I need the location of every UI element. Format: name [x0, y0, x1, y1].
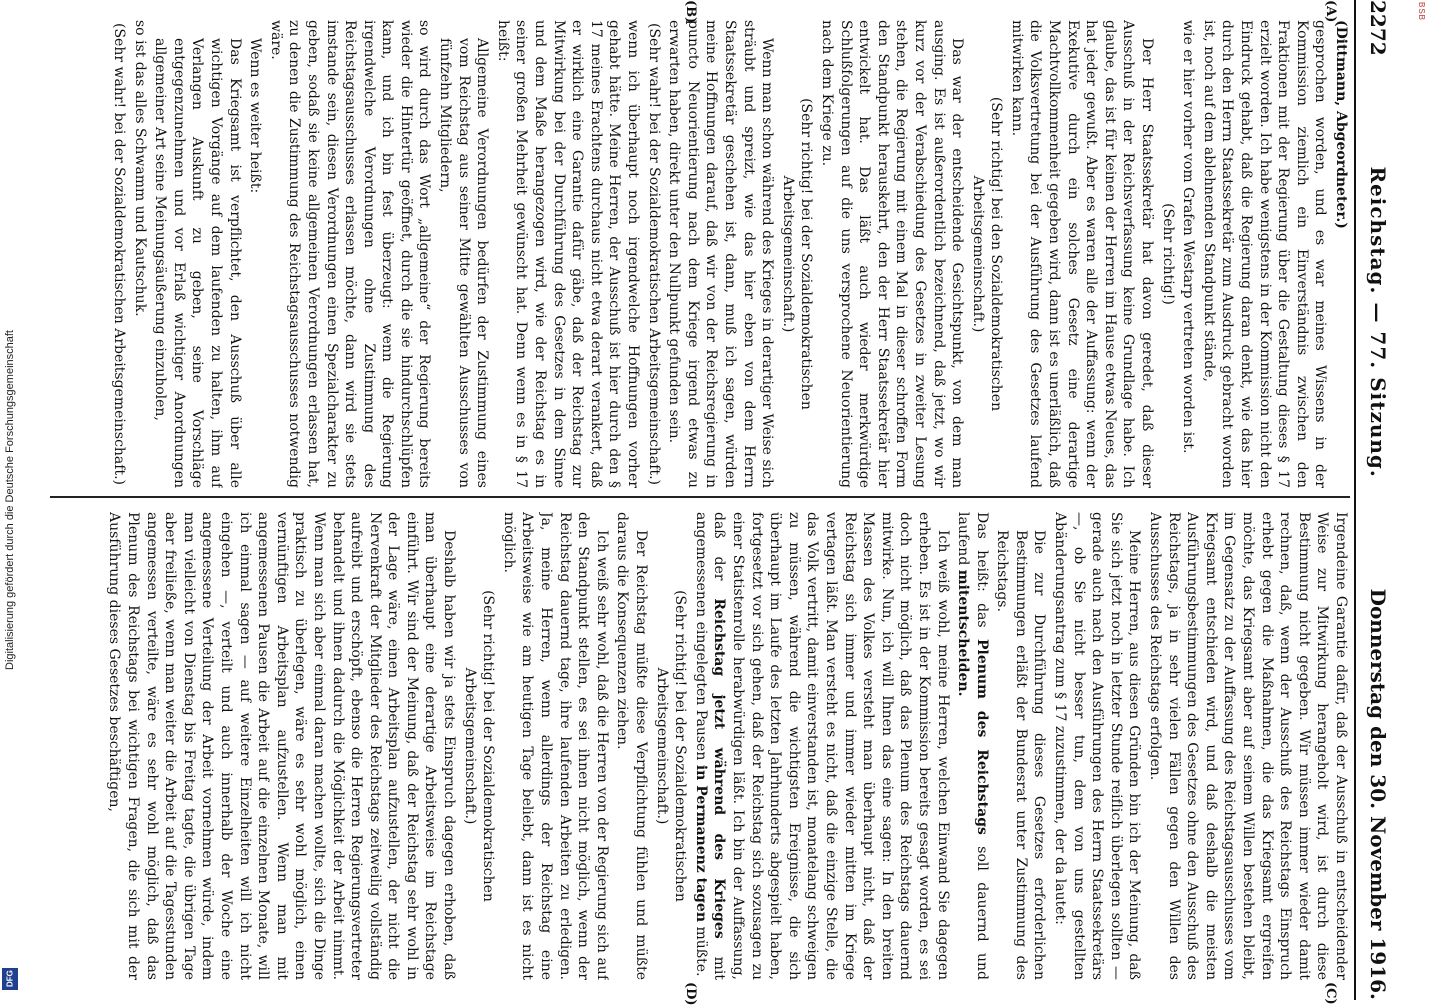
paragraph: Meine Herren, aus diesen Gründen bin ich der Meinung, daß Sie sich jetzt noch in letzter Stunde reiflich überlegen sollten — gerade auch nach den Ausführungen des Herrn Staatssekretärs —, ob Sie nicht besser tun, dem von uns gestellten Abänderungsantrag zum § 17 zuzustimmen, der da lautet: [1052, 512, 1143, 980]
scanned-page-area [28, 0, 1398, 1006]
quotation: Die zur Durchführung dieses Gesetzes erforderlichen Bestimmungen erläßt der Bundesrat unter Zustimmung des Reichstags. [994, 530, 1048, 980]
interjection: (Sehr wahr! bei der Sozialdemokratischen Arbeitsgemeinschaft.) [111, 23, 127, 485]
dfg-logo: DFG [2, 968, 18, 990]
interjection: (Sehr richtig! bei den Sozialdemokratischen Arbeitsgemeinschaft.) [969, 96, 1005, 412]
emphasis: mitentscheiden. [955, 569, 972, 697]
text-run: mit angemessenen eingelegten Pausen [692, 512, 728, 980]
funding-note: Digitalisierung gefördert durch die Deutsche Forschungsgemeinschaft [4, 330, 16, 670]
paragraph [954, 512, 991, 980]
paragraph [691, 512, 951, 980]
page-number: 2272 [1366, 0, 1390, 56]
column-divider [50, 496, 1350, 498]
interjection: (Sehr richtig! bei der Sozialdemokratischen Arbeitsgemeinschaft.) [461, 590, 497, 902]
paragraph: Wenn es weiter heißt: [247, 38, 264, 194]
quotation: Allgemeine Verordnungen bedürfen der Zustimmung eines vom Reichstag aus seiner Mitte gewählten Ausschusses von fünfzehn Mitgliedern, [437, 38, 491, 488]
text-run: Ich weiß wohl, meine Herren, welchen Einwand Sie dagegen erheben. Es ist in der Kommission bereits gesagt worden, es sei doch nicht möglich, daß das Plenum des Reichstags dauernd mitwirke. Nun, ich will Ihnen das eine sagen: In den breiten Massen des Volkes versteht man überhaupt nicht, daß der Reichstag sich immer und immer wieder mitten im Kriege vertagen läßt. Man versteht es nicht, daß die einzige Stelle, die das Volk vertritt, damit einverstanden ist, monatelang schweigen zu müssen, während die wichtigsten Ereignisse, die sich überhaupt im Laufe des letzten Jahrhunderts abgespielt haben, fortgesetzt vor sich gehen, daß der Reichstag sich sozusagen zu einer Statistenrolle herabwürdigen läßt. Ich bin der Auffassung, daß der [711, 512, 951, 980]
paragraph: so ist das alles Schwamm und Kautschuk. [131, 20, 148, 317]
paragraph: Der Reichstag müßte diese Verpflichtung fühlen und müßte daraus die Konsequenzen ziehen. [614, 512, 650, 980]
interjection: (Sehr richtig! bei der Sozialdemokratischen Arbeitsgemeinschaft.) [779, 98, 815, 410]
speaker-label: (Dittmann, Abgeordneter.) [1333, 20, 1349, 229]
paragraph: Das war der entscheidende Gesichtspunkt, von dem man ausging. Es ist außerordentlich bezeichnend, daß jetzt, wo wir kurz vor der Verabschiedung des Gesetzes in zweiter Lesung stehen, die Regierung mit einem Mal in dieser schroffen Form den Standpunkt herauskehrt, den der Herr Staatssekretär hier entwickelt hat. Das läßt auch wieder merkwürdige Schlußfolgerungen auf die uns versprochene Neuorientierung nach dem Kriege zu. [818, 20, 966, 488]
text-run: Das heißt: das [973, 512, 990, 640]
interjection: (Sehr wahr! bei der Sozialdemokratischen Arbeitsgemeinschaft.) [645, 23, 662, 485]
paragraph: Irgendeine Garantie dafür, daß der Ausschuß in entscheidender Weise zur Mitwirkung herangeholt wird, ist durch diese Bestimmung nicht gegeben. Wir müssen immer wieder damit rechnen, daß, wenn der Ausschuß des Reichstags Einspruch erhebt gegen die Maßnahmen, die das Kriegsamt ergreifen möchte, das Kriegsamt aber auf seinem Willen bestehen bleibt, im Gegensatz zu der Auffassung des Reichstagsausschusses vom Kriegsamt entschieden wird, und daß deshalb die meisten Ausführungsbestimmungen des Gesetzes ohne den Ausschuß des Reichstags, ja in sehr vielen Fällen gegen den Willen des Ausschusses des Reichstags erfolgen. [1147, 512, 1349, 980]
paragraph: so wird durch das Wort „allgemeine“ der Regierung bereits wieder die Hintertür geöffnet, durch die sie hindurchschlüpfen kann, und ich bin fest überzeugt: wenn die Regierung irgendwelche Verordnungen ohne Zustimmung des Reichstagsausschusses erlassen möchte, dann wird sie stets imstande sein, diesen Verordnungen einen Spezialcharakter zu geben, sodaß sie keine allgemeinen Verordnungen erlassen hat, zu denen die Zustimmung des Reichstagsausschusses notwendig wäre. [267, 20, 433, 488]
quotation: Das Kriegsamt ist verpflichtet, den Ausschuß über alle wichtigen Vorgänge auf dem laufenden zu halten, ihm auf Verlangen Auskunft zu geben, seine Vorschläge entgegenzunehmen und vor Erlaß wichtiger Anordnungen allgemeiner Art seine Meinungsäußerung einzuholen, [152, 38, 243, 488]
paragraph: Ich weiß sehr wohl, daß die Herren von der Regierung sich auf den Standpunkt stellen, es sei ihnen nicht möglich, wenn der Reichstag dauernd tage, ihre laufenden Arbeiten zu erledigen. Ja, meine Herren, wenn allerdings der Reichstag eine Arbeitsweise wie am heutigen Tage beliebt, dann ist es nicht möglich. [500, 512, 610, 980]
bsb-stamp: BSB [1417, 2, 1426, 22]
interjection: (Sehr richtig!) [1159, 203, 1176, 305]
paragraph: wenn ich überhaupt noch irgendwelche Hoffnungen vorher gehabt hätte. Meine Herren, der Ausschuß ist hier durch den § 17 meines Erachtens durchaus nicht etwa derart verankert, daß er wirklich eine Garantie dafür gäbe, daß der Reichstag zur Mitwirkung bei der Durchführung des Gesetzes in dem Sinne und dem Maße herangezogen wird, wie der Reichstag es in seiner großen Mehrheit gewünscht hat. Denn wenn es in § 17 heißt: [494, 20, 642, 488]
page-header [1354, 0, 1390, 1000]
margin-mark-b: (B) [683, 0, 698, 24]
digitization-footer [0, 0, 20, 1000]
emphasis: Reichstag jetzt während des Krieges [711, 598, 728, 939]
session-title: Reichstag. — 77. Sitzung. [1366, 166, 1390, 478]
paragraph: Deshalb haben wir ja stets Einspruch dagegen erhoben, daß man überhaupt eine derartige Arbeitsweise im Reichstage einführt. Wir sind der Meinung, daß der Reichstag sehr wohl in der Lage wäre, einen Arbeitsplan aufzustellen, der nicht die Nervenkraft der Mitglieder des Reichstags zeitweilig vollständig aufreibt und erschöpft, ebenso die Herren Regierungsvertreter behandelt und ihnen dadurch die Möglichkeit der Arbeit nimmt. Wenn man sich aber einmal daran machen wollte, sich die Dinge praktisch zu überlegen, wäre es sehr wohl möglich, einen vernünftigen Arbeitsplan aufzustellen. Wenn man mit angemessenen Pausen die Arbeit auf die einzelnen Monate, will ich einmal sagen — auf weitere Einzelheiten will ich nicht eingehen —, verteilt und auch innerhalb der Woche eine angemessene Verteilung der Arbeit vornehmen würde, indem man vielleicht von Dienstag bis Freitag tagte, die übrigen Tage aber freiließe, wenn man weiter die Arbeit auf die Tagesstunden angemessen verteilte, wäre es sehr wohl möglich, daß das Plenum des Reichstags bei wichtigen Fragen, die sich mit der Ausführung dieses Gesetzes beschäftigen, [106, 512, 458, 980]
margin-mark-d: (D) [683, 982, 698, 1006]
text-run: müßte. [692, 922, 709, 977]
emphasis: Plenum des Reichstags [973, 639, 990, 835]
document-page [28, 0, 1398, 1006]
paragraph: gesprochen worden, und es war meines Wissens in der Kommission ziemlich ein Einverständnis zwischen den Fraktionen mit der Regierung über die Gestaltung dieses § 17 erzielt worden. Ich habe wenigstens in der Kommission nicht den Eindruck gehabt, daß die Regierung daran denkt, wie das hier durch den Herrn Staatssekretär zum Ausdruck gebracht worden ist, noch auf dem ablehnenden Standpunkt stände, [1200, 20, 1329, 488]
paragraph: Der Herr Staatssekretär hat davon geredet, daß dieser Ausschuß in der Reichsverfassung keine Grundlage habe. Ich glaube, das ist für keinen der Herren im Hause etwas Neues, das hat jeder gewußt. Aber es waren alle der Auffassung: wenn der Exekutive durch ein solches Gesetz eine derartige Machtvollkommenheit gegeben wird, dann ist es unerläßlich, daß die Volksvertretung bei der Ausführung des Gesetzes laufend mitwirken kann. [1008, 20, 1156, 488]
text-run: soll dauernd und laufend [955, 512, 990, 980]
paragraph: wie er hier vorher vom Grafen Westarp vertreten worden ist. [1180, 20, 1197, 454]
session-date: Donnerstag den 30. November 1916. [1366, 588, 1390, 1000]
paragraph: Wenn man schon während des Krieges in derartiger Weise sich sträubt und spreizt, wie das hier eben von dem Herrn Staatssekretär geschehen ist, dann, muß ich sagen, würden meine Hoffnungen darauf, daß wir von der Reichsregierung in puncto Neuorientierung nach dem Kriege irgend etwas zu erwarten haben, direkt unter den Nullpunkt gefunden sein. [666, 20, 776, 488]
margin-mark-a: (A) [1323, 0, 1338, 23]
right-column [50, 512, 1350, 980]
left-column [50, 20, 1350, 488]
emphasis: in Permanenz tagen [692, 764, 709, 923]
margin-mark-c: (C) [1323, 982, 1338, 1005]
interjection: (Sehr richtig! bei der Sozialdemokratischen Arbeitsgemeinschaft.) [653, 590, 689, 902]
